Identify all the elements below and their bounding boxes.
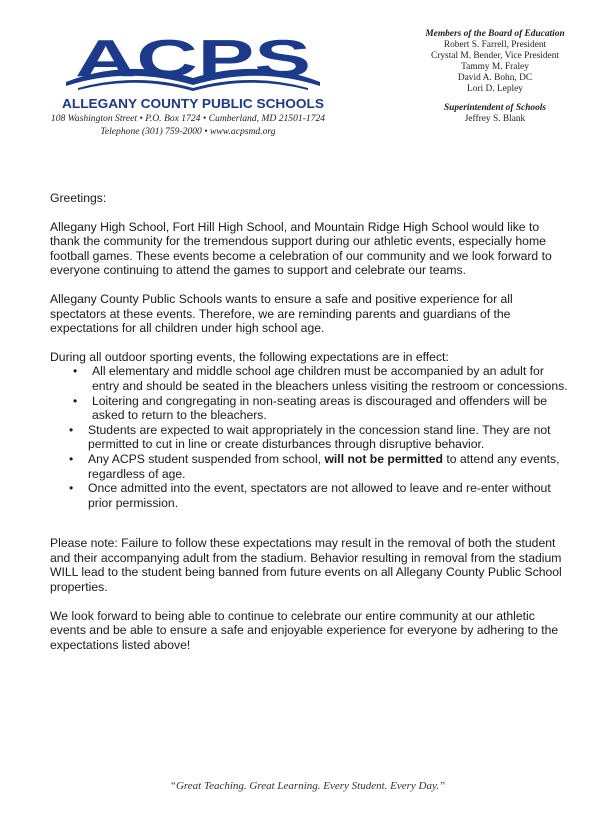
bullet-icon: • <box>73 364 78 379</box>
board-member: Robert S. Farrell, President <box>443 40 547 50</box>
board-member: Tammy M. Fraley <box>461 62 529 72</box>
superintendent-heading: Superintendent of Schools <box>443 103 547 113</box>
bullet-icon: • <box>69 481 74 496</box>
expectations-section <box>50 350 570 511</box>
list-item <box>50 481 570 510</box>
list-item-text-after: to attend any events, regardless of age. <box>88 451 560 481</box>
paragraph-closing: We look forward to being able to continue to celebrate our entire community at our athletic events and be able to ensure a safe and enjoyable experience for everyone by adhering to the expectations listed above! <box>50 608 559 652</box>
list-item-emphasis: will not be permitted <box>324 451 443 466</box>
bullet-icon: • <box>73 393 78 408</box>
list-item-text: Students are expected to wait appropriately in the concession stand line. They are not permitted to cut in line or create disturbances through disruptive behavior. <box>88 422 551 452</box>
letter-body <box>50 191 570 666</box>
list-item-text: All elementary and middle school age children must be accompanied by an adult for entry and should be seated in the bleachers unless visiting the restroom or concessions. <box>92 364 568 393</box>
logo-graphic <box>58 28 328 113</box>
paragraph-thanks: Allegany High School, Fort Hill High School, and Mountain Ridge High School would like to thank the community for the tremendous support during our athletic events, especially home football games. These events become a celebration of our community and we look forward to everyone continuing to attend the games to support and celebrate our teams. <box>50 219 552 278</box>
bullet-icon: • <box>69 451 74 466</box>
address-line: 108 Washington Street • P.O. Box 1724 • Cumberland, MD 21501-1724 <box>50 113 326 124</box>
list-item <box>50 394 570 423</box>
logo-school-name: ALLEGANY COUNTY PUBLIC SCHOOLS <box>62 97 324 111</box>
list-item <box>50 423 570 452</box>
bullet-icon: • <box>69 422 74 437</box>
list-item-text-before: Any ACPS student suspended from school, <box>88 451 325 466</box>
board-block <box>405 29 585 125</box>
greeting: Greetings: <box>50 191 107 205</box>
address-block <box>18 113 358 138</box>
superintendent-name: Jeffrey S. Blank <box>464 114 526 124</box>
paragraph-note: Please note: Failure to follow these expectations may result in the removal of both the student and their accompanying adult from the stadium. Behavior resulting in removal from the stadium WILL lead to the student being banned from future events on all Allegany County Public School properties. <box>50 536 562 595</box>
contact-line: Telephone (301) 759-2000 • www.acpsmd.org <box>100 125 276 137</box>
footer-motto: “Great Teaching. Great Learning. Every Student. Every Day.” <box>169 780 446 792</box>
logo-acronym: ACPS <box>75 30 311 88</box>
board-member: Crystal M. Bender, Vice President <box>430 51 560 61</box>
list-item-text: Loitering and congregating in non-seating areas is discouraged and offenders will be asked to return to the bleachers. <box>92 393 548 423</box>
expectations-list <box>50 364 570 510</box>
board-member: David A. Bohn, DC <box>457 73 533 83</box>
list-intro: During all outdoor sporting events, the following expectations are in effect: <box>50 349 449 364</box>
paragraph-safety: Allegany County Public Schools wants to ensure a safe and positive experience for all spectators at these events. Therefore, we are reminding parents and guardians of the expectations for all children under high school age. <box>50 291 513 336</box>
list-item <box>50 364 570 393</box>
acps-logo <box>58 28 328 113</box>
board-member: Lori D. Lepley <box>467 84 523 94</box>
list-item-text: Once admitted into the event, spectators are not allowed to leave and re-enter without prior permission. <box>88 481 551 510</box>
list-item <box>50 452 570 481</box>
board-heading: Members of the Board of Education <box>425 29 565 39</box>
